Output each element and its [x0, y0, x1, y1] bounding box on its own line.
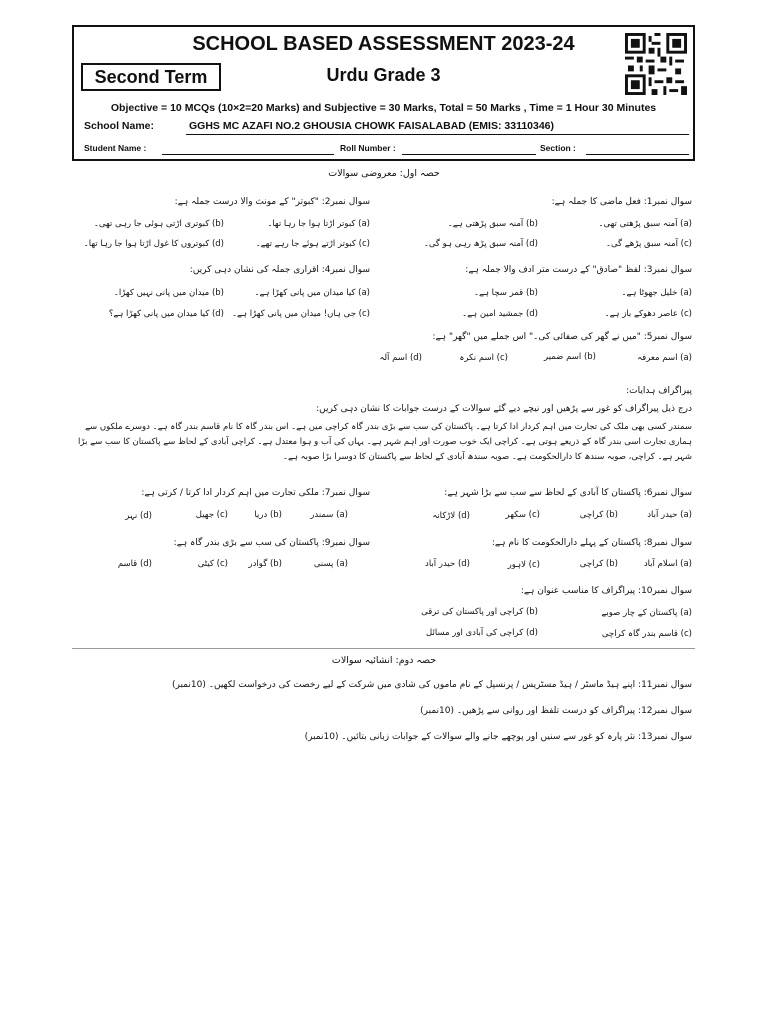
q8-option-c: (c) لاہور	[507, 560, 540, 570]
q5-text: سوال نمبر5: "میں نے گھر کی صفائی کی۔" اس جملے میں "گھر" ہے:	[432, 332, 692, 342]
q9-option-c: (c) کیٹی	[197, 559, 228, 569]
q5-option-d: (d) اسم آلہ	[379, 353, 422, 363]
q8-option-d: (d) حیدر آباد	[425, 559, 470, 569]
term-badge: Second Term	[81, 63, 221, 91]
q13-text: سوال نمبر13: نثر پارہ کو غور سے سنیں اور پوچھے جانے والے سوالات کے جوابات زبانی بتائیں۔ (10نمبر)	[304, 732, 692, 742]
section-line	[586, 154, 689, 155]
q4-option-b: (b) میدان میں پانی نہیں کھڑا۔	[113, 288, 224, 298]
q6-option-d: (d) لاڑکانہ	[432, 511, 470, 521]
exam-title: SCHOOL BASED ASSESSMENT 2023-24	[192, 33, 575, 55]
q5-option-a: (a) اسم معرفہ	[637, 353, 692, 363]
q7-option-c: (c) جھیل	[195, 510, 228, 520]
q6-option-b: (b) کراچی	[579, 510, 618, 520]
q7-option-d: (d) نہر	[125, 511, 152, 521]
exam-subtitle: Urdu Grade 3	[326, 65, 441, 85]
part1-heading: حصہ اول: معروضی سوالات	[328, 168, 440, 179]
q1-option-a: (a) آمنہ سبق پڑھتی تھی۔	[598, 219, 692, 229]
school-name: GGHS MC AZAFI NO.2 GHOUSIA CHOWK FAISALABAD (EMIS: 33110346)	[186, 120, 689, 135]
student-name-label: Student Name :	[84, 143, 147, 153]
student-name-line	[162, 154, 334, 155]
header-box	[72, 25, 695, 161]
q7-text: سوال نمبر7: ملکی تجارت میں اہم کردار ادا کرتا / کرتی ہے:	[141, 488, 370, 498]
q1-text: سوال نمبر1: فعل ماضی کا جملہ ہے:	[551, 197, 692, 207]
q2-option-b: (b) کبوتری اڑتی ہوئی جا رہی تھی۔	[93, 219, 224, 229]
q8-option-a: (a) اسلام آباد	[643, 559, 692, 569]
q10-text: سوال نمبر10: پیراگراف کا مناسب عنوان ہے:	[520, 586, 692, 596]
q3-option-d: (d) جمشید امین ہے۔	[462, 309, 538, 319]
q2-text: سوال نمبر2: "کبوتر" کے مونث والا درست جملہ ہے:	[174, 197, 370, 207]
paragraph-text: سمندر کسی بھی ملک کی تجارت میں اہم کردار ادا کرتا ہے۔ پاکستان کی سب سے بڑی بندر گاہ کراچی میں ہے۔ اس بندر گاہ کا نام قاسم بندر گاہ ہے۔ دوسرے ملکوں سے ہماری تجارت اسی بندر گاہ کے ذریعے ہوتی ہے۔ کراچی ایک خوب صورت اور اہم شہر ہے۔ یہاں کی آب و ہوا معتدل ہے۔ کراچی آبادی کے لحاظ سے پاکستان کا سب سے بڑا شہر ہے۔ کراچی، صوبہ سندھ کا دارالحکومت ہے۔ صوبہ سندھ آبادی کے لحاظ سے پاکستان کا دوسرا بڑا صوبہ ہے۔	[78, 422, 692, 462]
paragraph-instruction: درج ذیل پیراگراف کو غور سے پڑھیں اور نیچے دیے گئے سوالات کے درست جوابات کا نشان دہی کریں:	[316, 404, 692, 414]
roll-number-line	[402, 154, 536, 155]
q4-text: سوال نمبر4: اقراری جملہ کی نشان دہی کریں:	[189, 265, 370, 275]
q1-option-d: (d) آمنہ سبق پڑھ رہی ہو گی۔	[423, 239, 538, 249]
q4-option-a: (a) کیا میدان میں پانی کھڑا ہے۔	[254, 288, 370, 298]
q3-option-c: (c) عاصر دھوکے باز ہے۔	[604, 309, 692, 319]
paragraph-heading: پیراگراف ہدایات:	[626, 386, 692, 396]
exam-info: Objective = 10 MCQs (10×2=20 Marks) and Subjective = 30 Marks, Total = 50 Marks , Time = 1 Hour 30 Minutes	[110, 102, 657, 114]
roll-number-label: Roll Number :	[340, 143, 396, 153]
q1-option-c: (c) آمنہ سبق پڑھے گی۔	[605, 239, 692, 249]
q3-option-b: (b) قمر سچا ہے۔	[474, 288, 538, 298]
student-row	[74, 140, 693, 156]
q8-option-b: (b) کراچی	[579, 559, 618, 569]
q10-option-b: (b) کراچی اور پاکستان کی ترقی	[421, 607, 538, 617]
q10-option-a: (a) پاکستان کے چار صوبے	[601, 608, 692, 618]
q4-option-c: (c) جی ہاں! میدان میں پانی کھڑا ہے۔	[232, 309, 370, 319]
q3-text: سوال نمبر3: لفظ "صادق" کے درست متر ادف والا جملہ ہے:	[465, 265, 692, 275]
q9-option-d: (d) قاسم	[117, 559, 152, 569]
q7-option-b: (b) دریا	[254, 510, 282, 520]
q11-text: سوال نمبر11: اپنے ہیڈ ماسٹر / ہیڈ مسٹریس / پرنسپل کے نام ماموں کی شادی میں شرکت کے لیے رخصت کی درخواست لکھیں۔ (10نمبر)	[171, 680, 692, 690]
section-divider	[72, 648, 695, 649]
q2-option-a: (a) کبوتر اڑتا ہوا جا رہا تھا۔	[267, 219, 370, 229]
q5-option-c: (c) اسم نکرہ	[459, 353, 508, 363]
q7-option-a: (a) سمندر	[310, 510, 348, 520]
part2-heading: حصہ دوم: انشائیہ سوالات	[331, 655, 437, 666]
q2-option-c: (c) کبوتر اڑتے ہوئے جا رہے تھے۔	[255, 239, 370, 249]
q9-option-a: (a) پسنی	[313, 559, 348, 569]
q9-option-b: (b) گوادر	[248, 559, 282, 569]
q6-text: سوال نمبر6: پاکستان کا آبادی کے لحاظ سے سب سے بڑا شہر ہے:	[444, 488, 692, 498]
q1-option-b: (b) آمنہ سبق پڑھتی ہے۔	[447, 219, 538, 229]
q9-text: سوال نمبر9: پاکستان کی سب سے بڑی بندر گاہ ہے:	[173, 538, 370, 548]
school-label: School Name:	[84, 120, 155, 132]
q12-text: سوال نمبر12: پیراگراف کو درست تلفظ اور روانی سے پڑھیں۔ (10نمبر)	[420, 706, 692, 716]
q10-option-c: (c) قاسم بندر گاہ کراچی	[601, 629, 692, 639]
q2-option-d: (d) کبوتروں کا غول اڑتا ہوا جا رہا تھا۔	[83, 239, 224, 249]
q5-option-b: (b) اسم ضمیر	[544, 352, 596, 362]
q8-text: سوال نمبر8: پاکستان کے پہلے دارالحکومت کا نام ہے:	[491, 538, 692, 548]
q6-option-c: (c) سکھر	[505, 510, 540, 520]
q4-option-d: (d) کیا میدان میں پانی کھڑا ہے؟	[108, 309, 224, 319]
q10-option-d: (d) کراچی کی آبادی اور مسائل	[426, 628, 538, 638]
qr-code-icon	[625, 33, 687, 95]
q3-option-a: (a) خلیل جھوٹا ہے۔	[621, 288, 692, 298]
section-label: Section :	[540, 143, 576, 153]
q6-option-a: (a) حیدر آباد	[647, 510, 692, 520]
